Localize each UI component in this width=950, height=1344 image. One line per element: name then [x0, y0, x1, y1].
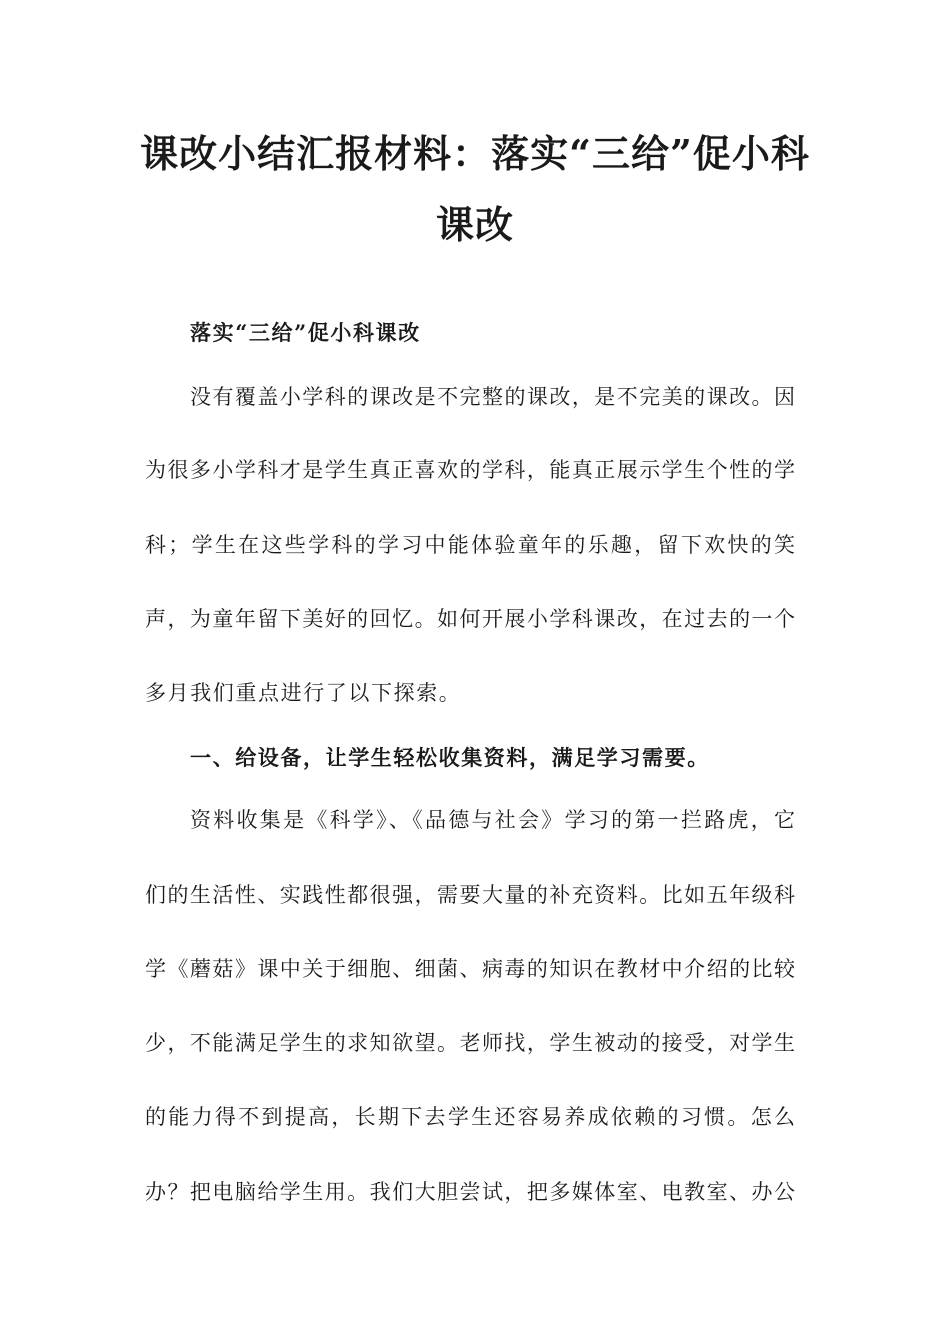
paragraph-line: 学《蘑菇》课中关于细胞、细菌、病毒的知识在教材中介绍的比较: [145, 957, 795, 981]
document-title-line-2: 课改: [435, 202, 514, 247]
section-heading: 一、给设备，让学生轻松收集资料，满足学习需要。: [190, 745, 710, 770]
subtitle: 落实“三给”促小科课改: [190, 320, 421, 345]
paragraph-line: 声，为童年留下美好的回忆。如何开展小学科课改，在过去的一个: [145, 607, 795, 631]
paragraph-line: 们的生活性、实践性都很强，需要大量的补充资料。比如五年级科: [145, 883, 795, 907]
paragraph-line: 少，不能满足学生的求知欲望。老师找，学生被动的接受，对学生: [145, 1031, 795, 1055]
document-title-line-1: 课改小结汇报材料：落实“三给”促小科: [140, 131, 810, 176]
paragraph-line: 科；学生在这些学科的学习中能体验童年的乐趣，留下欢快的笑: [145, 533, 795, 557]
paragraph-line: 没有覆盖小学科的课改是不完整的课改，是不完美的课改。因: [190, 385, 795, 409]
paragraph-line: 多月我们重点进行了以下探索。: [145, 681, 462, 705]
paragraph-line: 的能力得不到提高，长期下去学生还容易养成依赖的习惯。怎么: [145, 1105, 795, 1129]
paragraph-line: 为很多小学科才是学生真正喜欢的学科，能真正展示学生个性的学: [145, 458, 795, 482]
paragraph-line: 资料收集是《科学》、《品德与社会》学习的第一拦路虎，它: [190, 808, 795, 832]
paragraph-line: 办？把电脑给学生用。我们大胆尝试，把多媒体室、电教室、办公: [145, 1180, 795, 1204]
